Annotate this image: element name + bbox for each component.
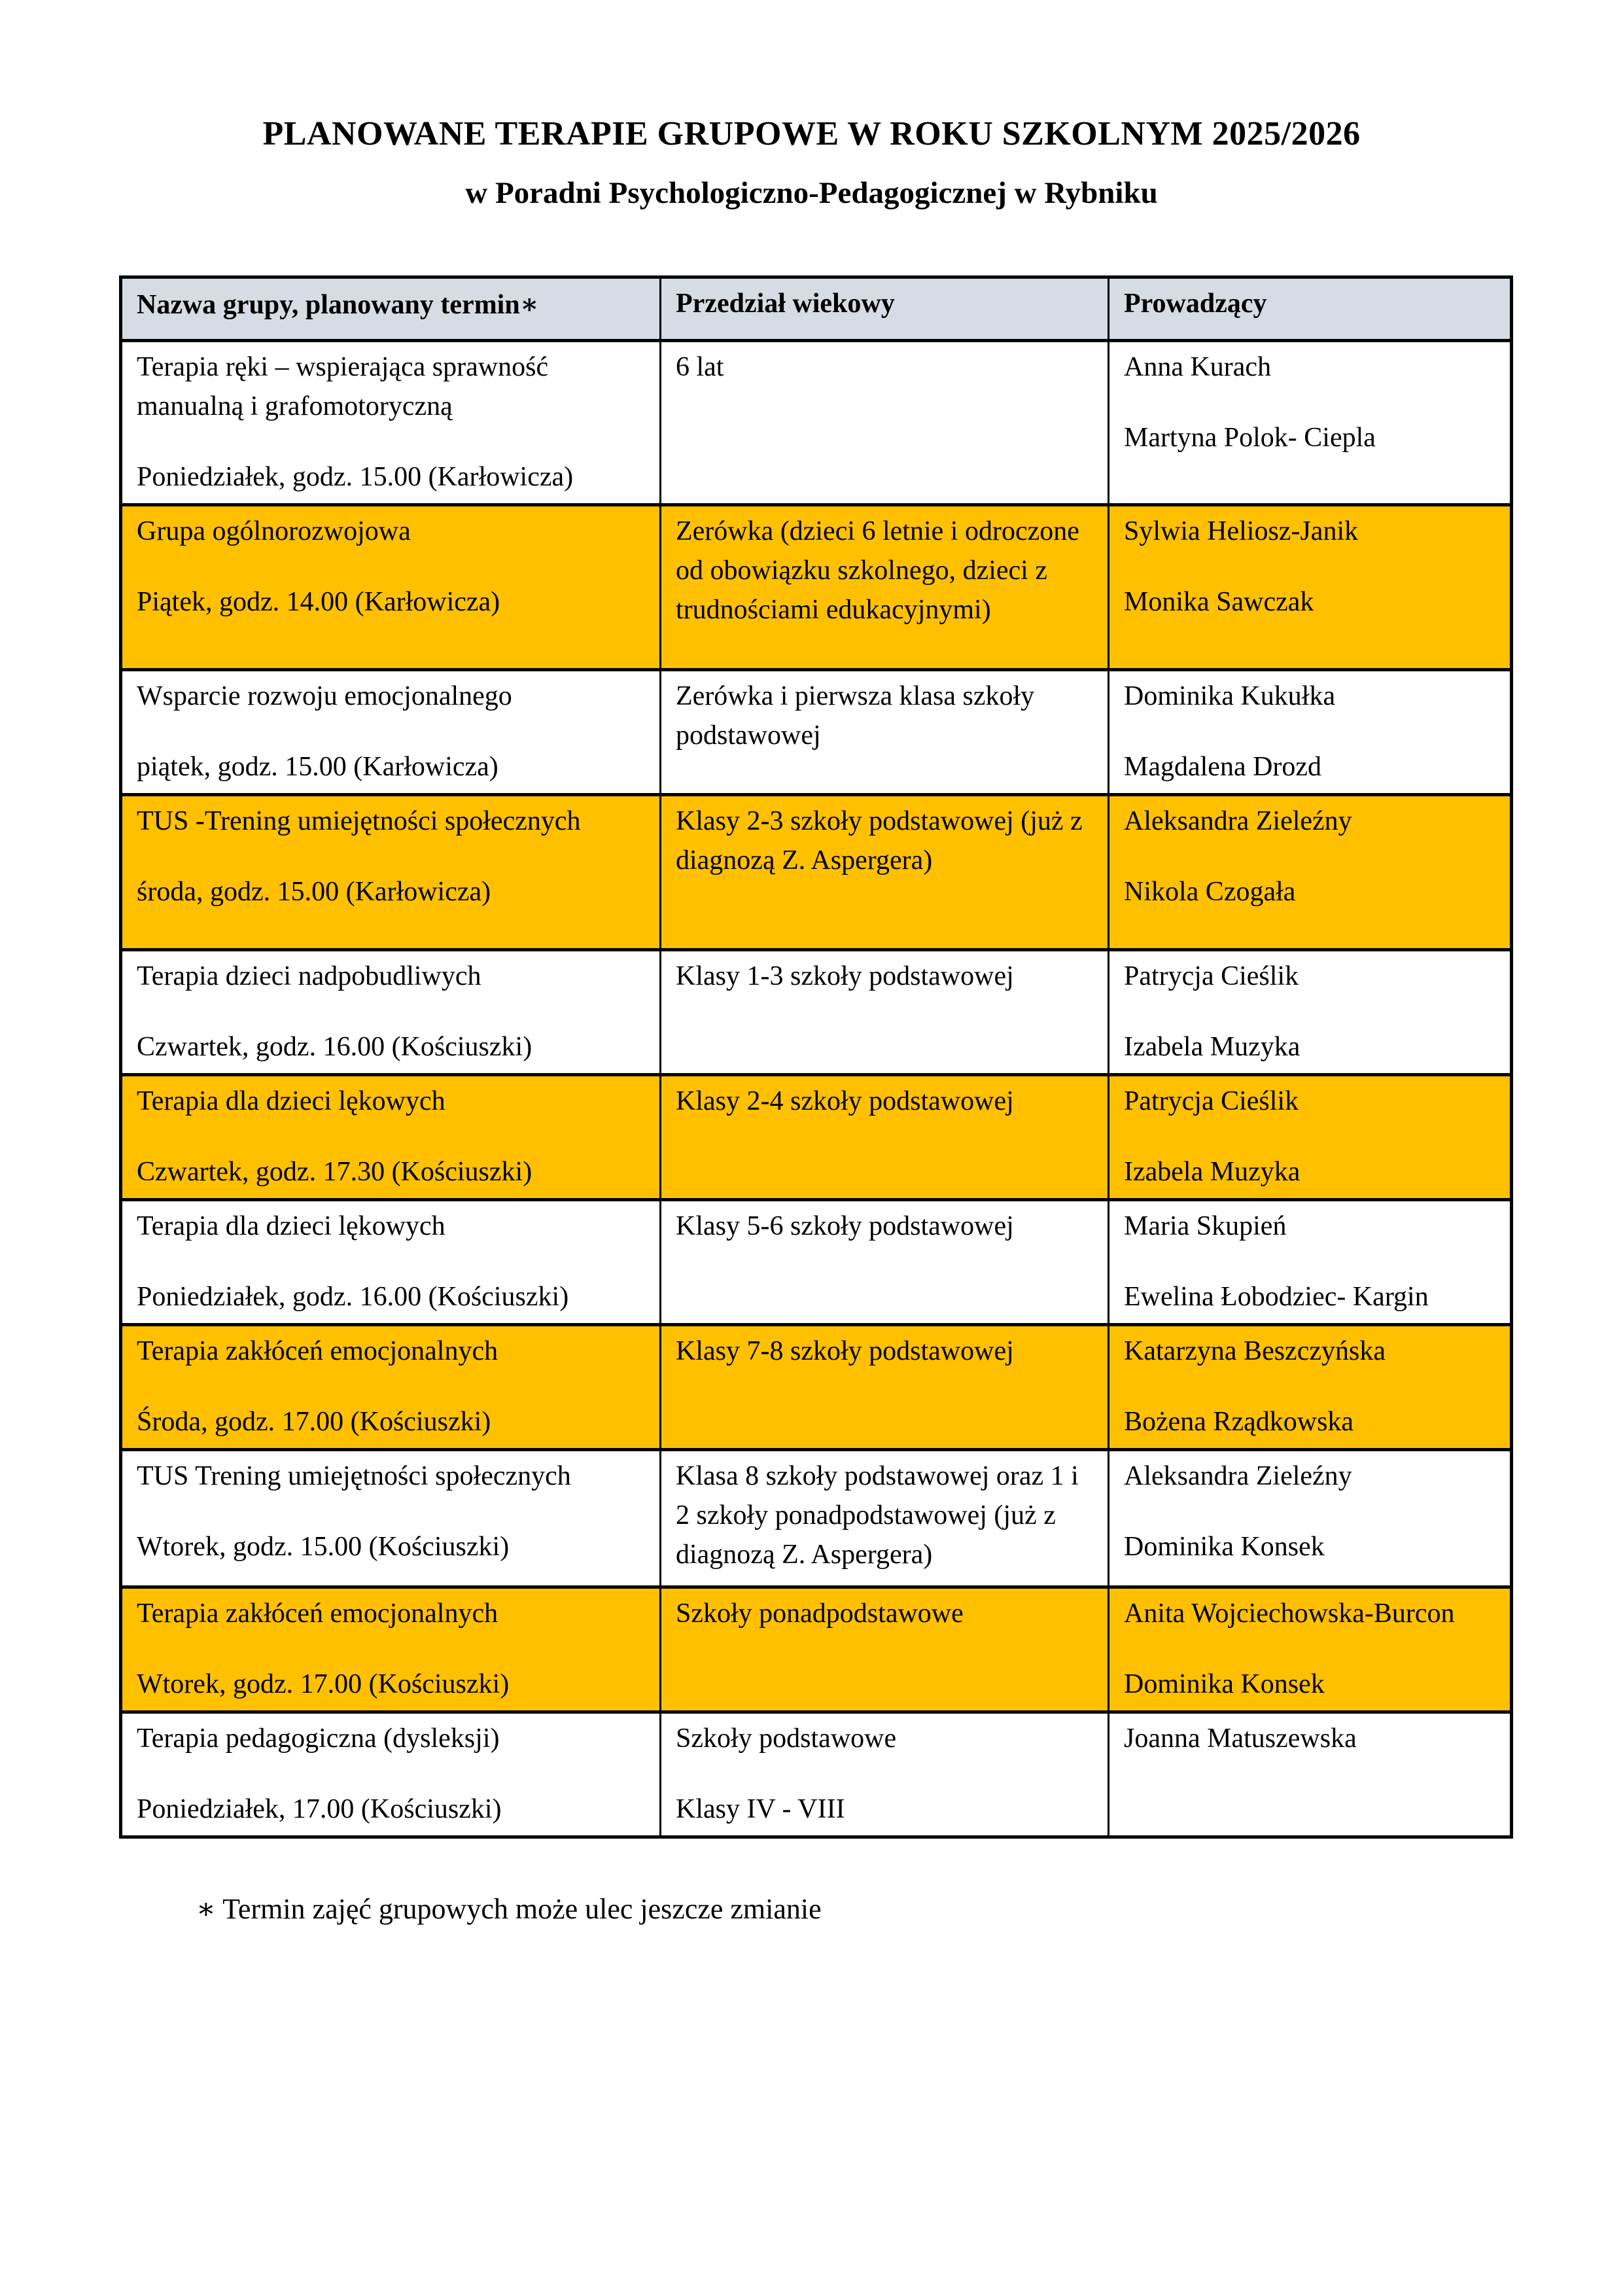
age-range-classes: Klasy IV - VIII (676, 1794, 845, 1824)
cell-leaders (1109, 950, 1512, 1075)
leader-name: Izabela Muzyka (1124, 1032, 1300, 1062)
table-header-row (121, 277, 1512, 341)
leader-name: Ewelina Łobodziec- Kargin (1124, 1282, 1429, 1312)
cell-group (121, 341, 661, 505)
table-row (121, 1587, 1512, 1712)
leader-name: Anna Kurach (1124, 352, 1272, 382)
cell-group (121, 950, 661, 1075)
group-name: Terapia zakłóceń emocjonalnych (137, 1336, 498, 1366)
cell-leaders (1109, 1325, 1512, 1450)
group-name: TUS Trening umiejętności społecznych (137, 1461, 571, 1491)
group-schedule: Poniedziałek, godz. 15.00 (Karłowicza) (137, 462, 574, 492)
leader-name: Izabela Muzyka (1124, 1157, 1300, 1187)
group-name: Terapia pedagogiczna (dysleksji) (137, 1723, 500, 1754)
leader-name: Bożena Rządkowska (1124, 1407, 1354, 1437)
cell-leaders (1109, 1587, 1512, 1712)
leader-name: Anita Wojciechowska-Burcon (1124, 1598, 1455, 1629)
group-schedule: Czwartek, godz. 17.30 (Kościuszki) (137, 1157, 532, 1187)
group-name: Terapia dzieci nadpobudliwych (137, 961, 481, 991)
table-row (121, 1450, 1512, 1587)
age-range: Klasa 8 szkoły podstawowej oraz 1 i 2 szkoły ponadpodstawowej (już z diagnozą Z. Aspergera) (676, 1461, 1079, 1570)
leader-name: Nikola Czogała (1124, 877, 1296, 907)
cell-group (121, 1200, 661, 1325)
group-schedule: środa, godz. 15.00 (Karłowicza) (137, 877, 491, 907)
group-name: Wsparcie rozwoju emocjonalnego (137, 681, 512, 711)
leader-name: Patrycja Cieślik (1124, 961, 1299, 991)
cell-group (121, 1450, 661, 1587)
cell-leaders (1109, 505, 1512, 670)
group-schedule: Środa, godz. 17.00 (Kościuszki) (137, 1407, 491, 1437)
leader-name: Dominika Kukułka (1124, 681, 1336, 711)
group-schedule: Piątek, godz. 14.00 (Karłowicza) (137, 587, 500, 617)
cell-age (661, 1200, 1109, 1325)
cell-age (661, 1712, 1109, 1837)
cell-leaders (1109, 1450, 1512, 1587)
leader-name: Monika Sawczak (1124, 587, 1314, 617)
group-schedule: Poniedziałek, 17.00 (Kościuszki) (137, 1794, 502, 1824)
leader-name: Katarzyna Beszczyńska (1124, 1336, 1386, 1366)
cell-age (661, 795, 1109, 950)
group-name: Terapia dla dzieci lękowych (137, 1086, 445, 1116)
cell-group (121, 1587, 661, 1712)
cell-group (121, 1325, 661, 1450)
cell-leaders (1109, 670, 1512, 795)
age-range: Klasy 2-4 szkoły podstawowej (676, 1086, 1014, 1116)
therapy-schedule-table (119, 275, 1513, 1839)
group-name: Terapia dla dzieci lękowych (137, 1211, 445, 1241)
age-range: Zerówka (dzieci 6 letnie i odroczone od obowiązku szkolnego, dzieci z trudnościami edukacyjnymi) (676, 516, 1079, 625)
footnote: ∗ Termin zajęć grupowych może ulec jeszcze zmianie (196, 1893, 822, 1925)
cell-leaders (1109, 341, 1512, 505)
age-range: Klasy 1-3 szkoły podstawowej (676, 961, 1014, 991)
group-name: Terapia ręki – wspierająca sprawność manualną i grafomotoryczną (137, 352, 549, 421)
column-header-age-range: Przedział wiekowy (661, 277, 1109, 341)
group-name: Terapia zakłóceń emocjonalnych (137, 1598, 498, 1629)
age-range: Klasy 5-6 szkoły podstawowej (676, 1211, 1014, 1241)
group-schedule: Czwartek, godz. 16.00 (Kościuszki) (137, 1032, 532, 1062)
group-schedule: Wtorek, godz. 15.00 (Kościuszki) (137, 1532, 510, 1562)
table-row (121, 950, 1512, 1075)
cell-group (121, 795, 661, 950)
column-header-leaders: Prowadzący (1109, 277, 1512, 341)
cell-leaders (1109, 795, 1512, 950)
leader-name: Martyna Polok- Ciepla (1124, 423, 1376, 453)
leader-name: Dominika Konsek (1124, 1532, 1325, 1562)
leader-name: Joanna Matuszewska (1124, 1723, 1357, 1754)
cell-leaders (1109, 1200, 1512, 1325)
age-range: 6 lat (676, 352, 724, 382)
age-range: Zerówka i pierwsza klasa szkoły podstawowej (676, 681, 1035, 751)
age-range: Klasy 7-8 szkoły podstawowej (676, 1336, 1014, 1366)
table-row (121, 1075, 1512, 1200)
group-name: TUS -Trening umiejętności społecznych (137, 806, 581, 836)
cell-leaders (1109, 1712, 1512, 1837)
group-schedule: Poniedziałek, godz. 16.00 (Kościuszki) (137, 1282, 569, 1312)
cell-age (661, 1587, 1109, 1712)
group-schedule: piątek, godz. 15.00 (Karłowicza) (137, 752, 498, 782)
cell-leaders (1109, 1075, 1512, 1200)
table-row (121, 1712, 1512, 1837)
cell-age (661, 1450, 1109, 1587)
table-row (121, 505, 1512, 670)
table-row (121, 1325, 1512, 1450)
age-range: Szkoły podstawowe (676, 1723, 897, 1754)
cell-group (121, 1075, 661, 1200)
age-range: Klasy 2-3 szkoły podstawowej (już z diagnozą Z. Aspergera) (676, 806, 1083, 875)
cell-age (661, 670, 1109, 795)
group-schedule: Wtorek, godz. 17.00 (Kościuszki) (137, 1669, 510, 1699)
table-row (121, 341, 1512, 505)
table-row (121, 1200, 1512, 1325)
leader-name: Magdalena Drozd (1124, 752, 1322, 782)
cell-group (121, 1712, 661, 1837)
age-range: Szkoły ponadpodstawowe (676, 1598, 964, 1629)
page-subtitle: w Poradni Psychologiczno-Pedagogicznej w Rybniku (465, 176, 1158, 210)
table-row (121, 795, 1512, 950)
group-name: Grupa ogólnorozwojowa (137, 516, 411, 546)
cell-age (661, 505, 1109, 670)
cell-age (661, 341, 1109, 505)
leader-name: Sylwia Heliosz-Janik (1124, 516, 1359, 546)
column-header-group-name: Nazwa grupy, planowany termin∗ (121, 277, 661, 341)
leader-name: Patrycja Cieślik (1124, 1086, 1299, 1116)
leader-name: Maria Skupień (1124, 1211, 1287, 1241)
leader-name: Dominika Konsek (1124, 1669, 1325, 1699)
leader-name: Aleksandra Zieleźny (1124, 1461, 1352, 1491)
leader-name: Aleksandra Zieleźny (1124, 806, 1352, 836)
cell-age (661, 1325, 1109, 1450)
cell-group (121, 670, 661, 795)
table-row (121, 670, 1512, 795)
cell-group (121, 505, 661, 670)
cell-age (661, 1075, 1109, 1200)
cell-age (661, 950, 1109, 1075)
page-title: PLANOWANE TERAPIE GRUPOWE W ROKU SZKOLNYM 2025/2026 (262, 115, 1361, 152)
